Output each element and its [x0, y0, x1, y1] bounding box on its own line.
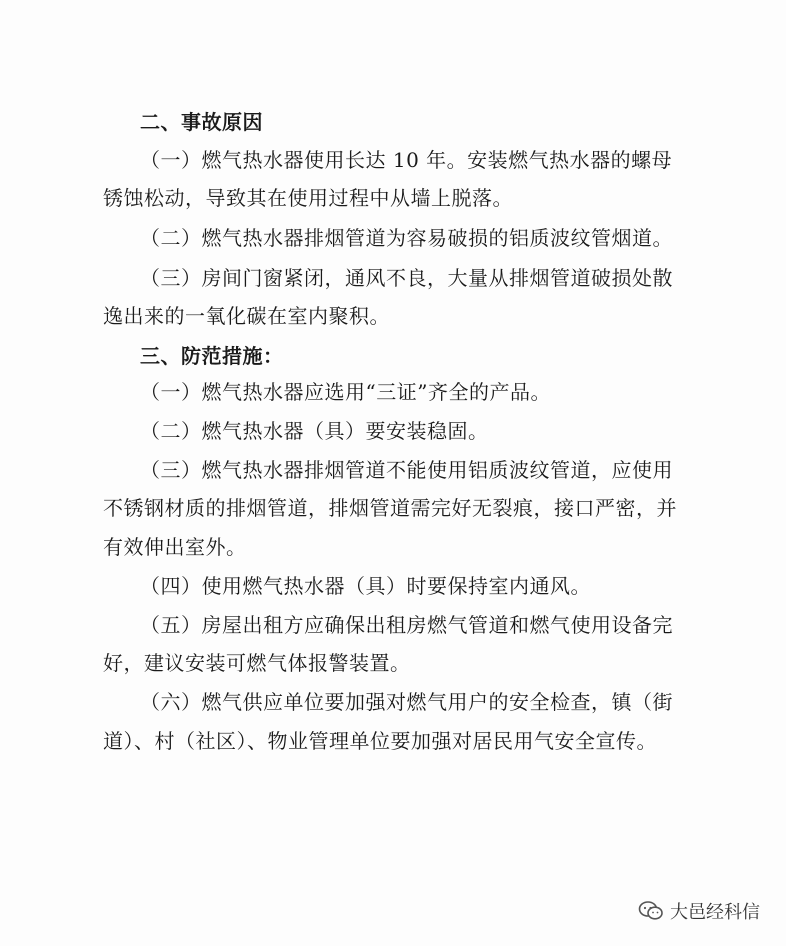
measure-2: （二）燃气热水器（具）要安装稳固。	[140, 419, 489, 443]
measure-3-line-3: 有效伸出室外。	[103, 535, 247, 559]
measure-4: （四）使用燃气热水器（具）时要保持室内通风。	[140, 574, 591, 598]
wechat-icon	[638, 900, 664, 922]
watermark	[638, 898, 760, 924]
measure-1: （一）燃气热水器应选用“三证”齐全的产品。	[140, 380, 551, 404]
section-heading-causes: 二、事故原因	[140, 110, 263, 134]
cause-1-line-2: 锈蚀松动，导致其在使用过程中从墙上脱落。	[103, 186, 513, 210]
measure-5-line-1: （五）房屋出租方应确保出租房燃气管道和燃气使用设备完	[140, 613, 673, 637]
measure-3-line-2: 不锈钢材质的排烟管道，排烟管道需完好无裂痕，接口严密，并	[103, 496, 677, 520]
cause-1-line-1: （一）燃气热水器使用长达 10 年。安装燃气热水器的螺母	[140, 148, 673, 172]
measure-6-line-2: 道）、村（社区）、物业管理单位要加强对居民用气安全宣传。	[103, 729, 657, 753]
measure-6-line-1: （六）燃气供应单位要加强对燃气用户的安全检查，镇（街	[140, 690, 673, 714]
measure-3-line-1: （三）燃气热水器排烟管道不能使用铝质波纹管道，应使用	[140, 458, 673, 482]
cause-3-line-2: 逸出来的一氧化碳在室内聚积。	[103, 304, 390, 328]
watermark-text: 大邑经科信	[670, 902, 760, 923]
measure-5-line-2: 好，建议安装可燃气体报警装置。	[103, 651, 411, 675]
section-heading-measures: 三、防范措施：	[140, 344, 284, 368]
cause-2: （二）燃气热水器排烟管道为容易破损的铝质波纹管烟道。	[140, 226, 673, 250]
cause-3-line-1: （三）房间门窗紧闭，通风不良，大量从排烟管道破损处散	[140, 266, 673, 290]
